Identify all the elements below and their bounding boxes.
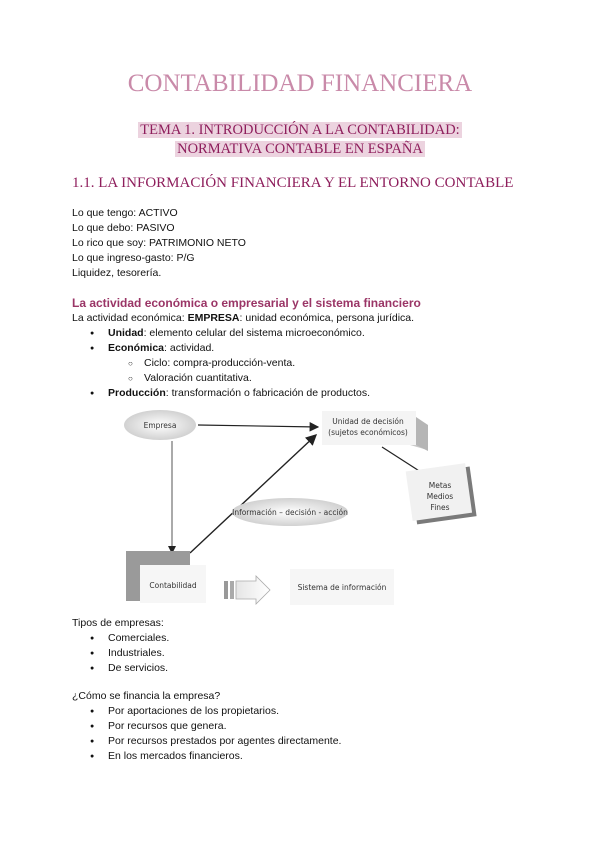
section-heading: 1.1. LA INFORMACIÓN FINANCIERA Y EL ENTORNO CONTABLE <box>72 175 514 191</box>
topic-heading-line1: TEMA 1. INTRODUCCIÓN A LA CONTABILIDAD: <box>140 122 460 138</box>
financia-heading: ¿Cómo se financia la empresa? <box>72 690 221 702</box>
tipos-heading: Tipos de empresas: <box>72 617 164 629</box>
contabilidad-label: Contabilidad <box>149 581 197 590</box>
intro-list <box>72 206 246 281</box>
activity-list <box>72 326 414 401</box>
subheading: La actividad económica o empresarial y el sistema financiero <box>72 296 421 310</box>
block-arrow <box>224 576 270 604</box>
activity-block <box>72 311 414 400</box>
unidad-label-line2: (sujetos económicos) <box>328 428 408 437</box>
list-item: ● Por aportaciones de los propietarios. <box>72 704 341 719</box>
list-item: ● En los mercados financieros. <box>72 749 341 764</box>
intro-line: Lo que debo: PASIVO <box>72 221 175 234</box>
metas-label-line3: Fines <box>430 503 450 512</box>
metas-label-line1: Metas <box>428 481 452 490</box>
list-item: ● Comerciales. <box>72 631 169 646</box>
intro-line: Liquidez, tesorería. <box>72 266 162 279</box>
list-item: ● De servicios. <box>72 661 169 676</box>
intro-line: Lo rico que soy: PATRIMONIO NETO <box>72 236 246 249</box>
list-item: ● Por recursos prestados por agentes directamente. <box>72 734 341 749</box>
list-item: ● Industriales. <box>72 646 169 661</box>
topic-heading-line2: NORMATIVA CONTABLE EN ESPAÑA <box>177 141 423 157</box>
sistema-label: Sistema de información <box>297 583 387 592</box>
financia-list <box>72 704 341 764</box>
tipos-list <box>72 631 169 676</box>
unidad-label-line1: Unidad de decisión <box>332 417 404 426</box>
metas-label-line2: Medios <box>426 492 454 501</box>
list-item: ● Económica: actividad. <box>72 341 414 356</box>
empresa-label: Empresa <box>143 421 177 430</box>
tipos-block <box>72 616 169 676</box>
sub-list-item: ○ Valoración cuantitativa. <box>72 371 414 386</box>
flow-diagram <box>110 405 490 605</box>
intro-line: Lo que ingreso-gasto: P/G <box>72 251 195 264</box>
document-title: CONTABILIDAD FINANCIERA <box>127 70 473 97</box>
list-item: ● Producción: transformación o fabricación de productos. <box>72 386 414 401</box>
arrow-empresa-unidad <box>198 425 318 427</box>
topic-heading <box>0 121 600 159</box>
arrow-contabilidad-unidad <box>190 435 316 553</box>
list-item: ● Por recursos que genera. <box>72 719 341 734</box>
activity-intro: La actividad económica: EMPRESA: unidad económica, persona jurídica. <box>72 312 415 324</box>
sub-list-item: ○ Ciclo: compra-producción-venta. <box>72 356 414 371</box>
financia-block <box>72 689 341 764</box>
list-item: ● Unidad: elemento celular del sistema microeconómico. <box>72 326 414 341</box>
intro-line: Lo que tengo: ACTIVO <box>72 207 178 219</box>
informacion-label: Información – decisión - acción <box>232 508 348 517</box>
